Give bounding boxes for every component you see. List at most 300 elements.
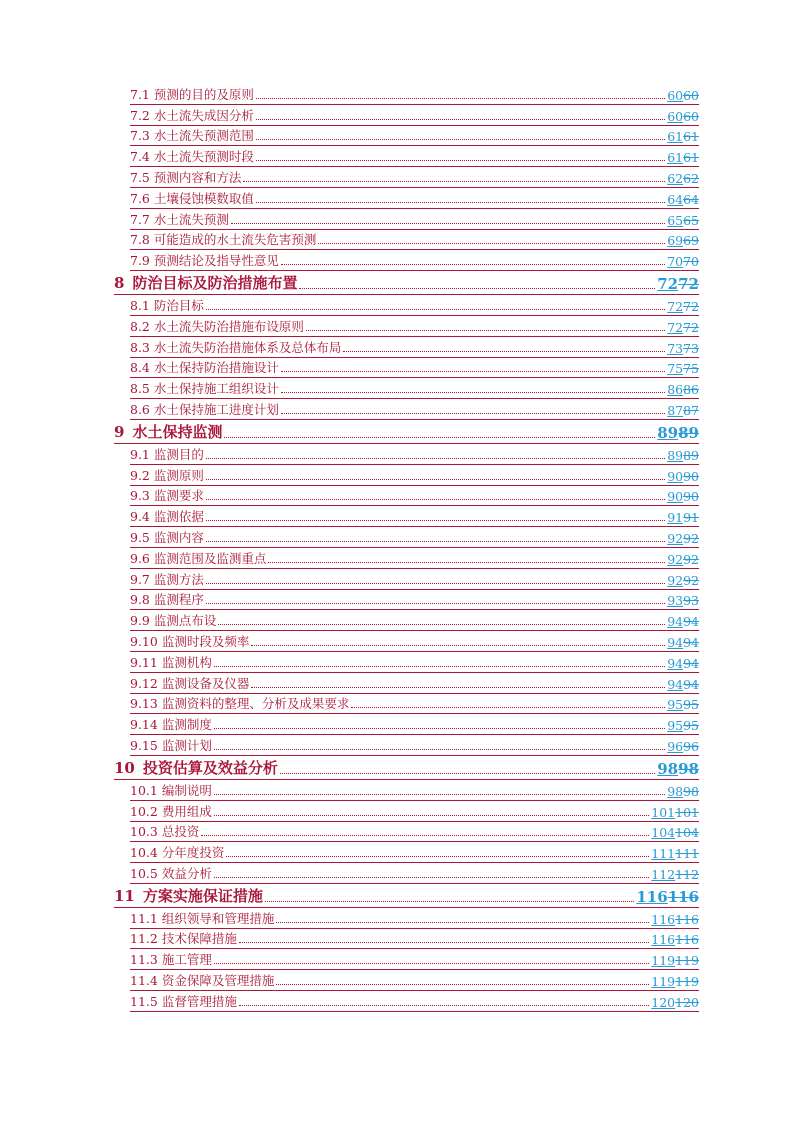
toc-section-entry[interactable] <box>130 908 699 929</box>
toc-section-entry[interactable] <box>130 506 699 527</box>
toc-entry-label <box>114 885 263 907</box>
toc-entry-page[interactable] <box>667 341 699 357</box>
toc-entry-number: 10 <box>114 758 135 777</box>
toc-entry-title: 监测时段及频率 <box>161 633 250 649</box>
page-number-deleted: 116 <box>675 911 699 927</box>
toc-entry-number: 8.4 <box>130 360 150 376</box>
toc-entry-number: 11.1 <box>130 910 158 926</box>
toc-section-entry[interactable] <box>130 714 699 735</box>
toc-entry-number: 8.1 <box>130 297 150 313</box>
toc-entry-number: 11.4 <box>130 973 158 989</box>
toc-entry-title: 预测的目的及原则 <box>153 86 254 102</box>
page-number-deleted: 64 <box>683 191 699 207</box>
toc-entry-page[interactable] <box>667 150 699 166</box>
toc-entry-page[interactable] <box>651 932 699 948</box>
dot-leader <box>214 877 649 878</box>
page-number-updated: 62 <box>667 170 684 186</box>
toc-entry-number: 9 <box>114 422 125 441</box>
toc-entry-label <box>130 147 254 166</box>
toc-entry-page[interactable] <box>651 953 699 969</box>
toc-entry-page[interactable] <box>667 635 699 651</box>
dot-leader <box>343 351 665 352</box>
page-number-deleted: 98 <box>678 759 699 778</box>
page-number-updated: 89 <box>667 447 684 463</box>
toc-section-entry[interactable] <box>130 316 699 337</box>
page-number-deleted: 93 <box>683 593 699 609</box>
page-number-updated: 69 <box>667 233 684 249</box>
toc-entry-label <box>114 421 222 443</box>
toc-entry-page[interactable] <box>667 784 699 800</box>
toc-entry-page[interactable] <box>667 510 699 526</box>
page-number-deleted: 70 <box>683 254 699 270</box>
toc-section-entry[interactable] <box>130 465 699 486</box>
toc-entry-title: 资金保障及管理措施 <box>161 973 275 989</box>
toc-section-entry[interactable] <box>130 146 699 167</box>
page-number-deleted: 87 <box>683 402 699 418</box>
dot-leader <box>256 202 665 203</box>
toc-entry-page[interactable] <box>667 448 699 464</box>
page-number-updated: 112 <box>651 866 676 882</box>
toc-entry-page[interactable] <box>667 593 699 609</box>
toc-section-entry[interactable] <box>130 399 699 420</box>
toc-entry-label <box>130 338 341 357</box>
toc-section-entry[interactable] <box>130 652 699 673</box>
toc-entry-title: 分年度投资 <box>161 845 225 861</box>
page-number-updated: 90 <box>667 489 684 505</box>
toc-entry-page[interactable] <box>667 233 699 249</box>
toc-section-entry[interactable] <box>130 863 699 884</box>
page-number-updated: 89 <box>657 423 679 442</box>
toc-entry-title: 监督管理措施 <box>161 993 237 1009</box>
toc-section-entry[interactable] <box>130 780 699 801</box>
toc-entry-page[interactable] <box>667 531 699 547</box>
toc-entry-number: 10.3 <box>130 824 158 840</box>
toc-entry-page[interactable] <box>667 469 699 485</box>
table-of-contents <box>0 84 794 1012</box>
page-number-deleted: 62 <box>683 170 699 186</box>
dot-leader <box>281 392 665 393</box>
toc-section-entry[interactable] <box>130 548 699 569</box>
toc-entry-number: 9.2 <box>130 467 150 483</box>
toc-entry-page[interactable] <box>636 888 699 907</box>
toc-entry-title: 总投资 <box>161 824 200 840</box>
toc-entry-number: 7.9 <box>130 253 150 269</box>
dot-leader <box>206 499 665 500</box>
toc-entry-label <box>130 528 204 547</box>
toc-entry-title: 水土流失预测 <box>153 211 229 227</box>
toc-entry-number: 9.7 <box>130 571 150 587</box>
toc-entry-title: 可能造成的水土流失危害预测 <box>153 232 317 248</box>
toc-entry-title: 编制说明 <box>161 782 212 798</box>
page-number-updated: 92 <box>667 530 684 546</box>
toc-entry-title: 投资估算及效益分析 <box>142 758 278 777</box>
page-number-updated: 86 <box>667 382 684 398</box>
toc-entry-page[interactable] <box>651 846 699 862</box>
toc-entry-number: 10.4 <box>130 845 158 861</box>
toc-entry-page[interactable] <box>667 129 699 145</box>
toc-entry-label <box>130 971 274 990</box>
toc-entry-title: 监测要求 <box>153 488 204 504</box>
toc-section-entry[interactable] <box>130 230 699 251</box>
toc-entry-number: 7.5 <box>130 169 150 185</box>
toc-section-entry[interactable] <box>130 527 699 548</box>
page-number-updated: 72 <box>657 275 679 294</box>
dot-leader <box>206 541 665 542</box>
toc-entry-label <box>130 781 212 800</box>
page-number-deleted: 119 <box>675 953 699 969</box>
page-number-updated: 65 <box>667 212 684 228</box>
page-number-updated: 104 <box>651 825 676 841</box>
toc-section-entry[interactable] <box>130 84 699 105</box>
page-number-deleted: 86 <box>683 382 699 398</box>
dot-leader <box>206 309 665 310</box>
toc-entry-number: 9.14 <box>130 717 158 733</box>
toc-entry-title: 水土流失预测范围 <box>153 128 254 144</box>
page-number-deleted: 75 <box>683 361 699 377</box>
page-number-deleted: 92 <box>683 530 699 546</box>
toc-section-entry[interactable] <box>130 209 699 230</box>
toc-entry-number: 9.5 <box>130 529 150 545</box>
toc-entry-label <box>114 272 297 294</box>
toc-entry-number: 9.1 <box>130 446 150 462</box>
toc-section-entry[interactable] <box>130 105 699 126</box>
page-number-deleted: 89 <box>678 423 699 442</box>
dot-leader <box>214 963 649 964</box>
page-number-deleted: 60 <box>683 87 699 103</box>
toc-entry-page[interactable] <box>667 254 699 270</box>
toc-entry-number: 9.6 <box>130 550 150 566</box>
toc-entry-label <box>130 251 279 270</box>
toc-entry-title: 预测内容和方法 <box>153 169 242 185</box>
dot-leader <box>214 728 665 729</box>
dot-leader <box>256 119 665 120</box>
toc-entry-title: 监测依据 <box>153 509 204 525</box>
dot-leader <box>214 815 649 816</box>
toc-entry-page[interactable] <box>667 382 699 398</box>
page-number-updated: 92 <box>667 551 684 567</box>
toc-entry-label <box>130 674 249 693</box>
dot-leader <box>256 160 665 161</box>
toc-entry-number: 9.13 <box>130 696 158 712</box>
page-number-updated: 116 <box>636 887 668 906</box>
toc-entry-label <box>130 189 254 208</box>
toc-entry-label <box>130 358 279 377</box>
page-number-updated: 91 <box>667 510 684 526</box>
toc-entry-number: 8.5 <box>130 381 150 397</box>
page-number-deleted: 72 <box>683 298 699 314</box>
toc-entry-label <box>130 296 204 315</box>
toc-section-entry[interactable] <box>130 126 699 147</box>
toc-entry-page[interactable] <box>657 760 699 779</box>
toc-entry-title: 防治目标及防治措施布置 <box>132 274 298 293</box>
toc-entry-title: 土壤侵蚀模数取值 <box>153 190 254 206</box>
toc-entry-label <box>130 653 212 672</box>
toc-entry-number: 7.2 <box>130 107 150 123</box>
dot-leader <box>276 922 649 923</box>
page-number-updated: 93 <box>667 593 684 609</box>
page-number-updated: 90 <box>667 468 684 484</box>
toc-entry-page[interactable] <box>651 912 699 928</box>
page-number-deleted: 92 <box>683 572 699 588</box>
toc-entry-page[interactable] <box>651 825 699 841</box>
toc-entry-title: 水土保持监测 <box>132 422 223 441</box>
dot-leader <box>351 707 665 708</box>
toc-entry-label <box>130 715 212 734</box>
toc-entry-label <box>130 570 204 589</box>
toc-entry-label <box>130 507 204 526</box>
toc-entry-title: 水土保持防治措施设计 <box>153 360 279 376</box>
dot-leader <box>243 181 665 182</box>
toc-entry-label <box>130 590 204 609</box>
toc-entry-label <box>130 466 204 485</box>
toc-entry-page[interactable] <box>667 573 699 589</box>
toc-entry-label <box>130 168 241 187</box>
toc-entry-page[interactable] <box>667 361 699 377</box>
toc-entry-page[interactable] <box>667 677 699 693</box>
toc-entry-label <box>130 400 279 419</box>
toc-chapter-entry[interactable] <box>114 273 699 295</box>
toc-section-entry[interactable] <box>130 569 699 590</box>
toc-entry-page[interactable] <box>667 192 699 208</box>
toc-entry-number: 11.2 <box>130 931 158 947</box>
page-number-updated: 92 <box>667 572 684 588</box>
toc-entry-label <box>130 126 254 145</box>
page-number-updated: 96 <box>667 738 684 754</box>
toc-entry-number: 7.6 <box>130 190 150 206</box>
toc-section-entry[interactable] <box>130 694 699 715</box>
dot-leader <box>226 856 649 857</box>
toc-entry-title: 监测资料的整理、分析及成果要求 <box>161 696 350 712</box>
dot-leader <box>251 645 665 646</box>
toc-entry-title: 监测范围及监测重点 <box>153 550 267 566</box>
toc-section-entry[interactable] <box>130 949 699 970</box>
toc-entry-title: 费用组成 <box>161 803 212 819</box>
toc-entry-title: 技术保障措施 <box>161 931 237 947</box>
page-number-deleted: 92 <box>683 551 699 567</box>
toc-entry-number: 9.10 <box>130 633 158 649</box>
page-number-deleted: 94 <box>683 634 699 650</box>
page-number-deleted: 61 <box>683 129 699 145</box>
toc-entry-page[interactable] <box>667 109 699 125</box>
page-number-deleted: 101 <box>675 804 699 820</box>
toc-entry-page[interactable] <box>667 320 699 336</box>
toc-section-entry[interactable] <box>130 167 699 188</box>
toc-entry-page[interactable] <box>667 656 699 672</box>
toc-entry-title: 水土保持施工进度计划 <box>153 401 279 417</box>
toc-entry-label <box>130 736 212 755</box>
toc-entry-label <box>130 992 237 1011</box>
toc-entry-label <box>130 632 249 651</box>
toc-entry-title: 方案实施保证措施 <box>142 886 263 905</box>
page-number-updated: 116 <box>651 911 676 927</box>
toc-section-entry[interactable] <box>130 735 699 756</box>
toc-entry-number: 7.1 <box>130 86 150 102</box>
toc-entry-page[interactable] <box>667 299 699 315</box>
toc-entry-title: 监测原则 <box>153 467 204 483</box>
page-number-deleted: 61 <box>683 150 699 166</box>
toc-section-entry[interactable] <box>130 590 699 611</box>
page-number-deleted: 90 <box>683 468 699 484</box>
dot-leader <box>280 773 655 774</box>
page-number-updated: 94 <box>667 676 684 692</box>
toc-section-entry[interactable] <box>130 991 699 1012</box>
toc-entry-label <box>130 950 212 969</box>
page-number-updated: 98 <box>657 759 679 778</box>
toc-section-entry[interactable] <box>130 250 699 271</box>
page-number-updated: 120 <box>651 994 676 1010</box>
toc-entry-page[interactable] <box>651 974 699 990</box>
toc-entry-number: 9.9 <box>130 613 150 629</box>
toc-entry-label <box>130 486 204 505</box>
toc-entry-page[interactable] <box>667 552 699 568</box>
dot-leader <box>239 1005 649 1006</box>
page-number-deleted: 94 <box>683 676 699 692</box>
page-number-updated: 119 <box>651 974 676 990</box>
toc-entry-title: 预测结论及指导性意见 <box>153 253 279 269</box>
toc-section-entry[interactable] <box>130 801 699 822</box>
toc-entry-number: 9.3 <box>130 488 150 504</box>
toc-entry-page[interactable] <box>667 489 699 505</box>
toc-entry-label <box>130 549 266 568</box>
page-number-updated: 94 <box>667 634 684 650</box>
page-number-deleted: 90 <box>683 489 699 505</box>
toc-section-entry[interactable] <box>130 822 699 843</box>
page-number-updated: 60 <box>667 108 684 124</box>
toc-entry-page[interactable] <box>667 718 699 734</box>
page-number-updated: 61 <box>667 150 684 166</box>
page-number-deleted: 104 <box>675 825 699 841</box>
toc-section-entry[interactable] <box>130 970 699 991</box>
toc-section-entry[interactable] <box>130 444 699 465</box>
toc-entry-label <box>130 611 216 630</box>
toc-entry-page[interactable] <box>667 171 699 187</box>
dot-leader <box>281 371 665 372</box>
dot-leader <box>214 794 665 795</box>
toc-entry-number: 10.2 <box>130 803 158 819</box>
dot-leader <box>214 749 665 750</box>
dot-leader <box>239 942 649 943</box>
page-number-deleted: 120 <box>675 994 699 1010</box>
toc-entry-title: 水土流失防治措施体系及总体布局 <box>153 339 342 355</box>
toc-entry-number: 11.5 <box>130 993 158 1009</box>
dot-leader <box>206 603 665 604</box>
dot-leader <box>256 98 665 99</box>
toc-entry-label <box>130 909 274 928</box>
toc-chapter-entry[interactable] <box>114 422 699 444</box>
dot-leader <box>256 139 665 140</box>
toc-section-entry[interactable] <box>130 610 699 631</box>
toc-entry-page[interactable] <box>667 403 699 419</box>
toc-entry-number: 7.8 <box>130 232 150 248</box>
page-number-deleted: 94 <box>683 614 699 630</box>
toc-entry-label <box>114 757 278 779</box>
dot-leader <box>218 624 665 625</box>
toc-entry-label <box>130 929 237 948</box>
toc-entry-page[interactable] <box>657 275 699 294</box>
page-number-updated: 75 <box>667 361 684 377</box>
toc-section-entry[interactable] <box>130 295 699 316</box>
page-number-updated: 61 <box>667 129 684 145</box>
toc-section-entry[interactable] <box>130 378 699 399</box>
toc-entry-page[interactable] <box>651 805 699 821</box>
dot-leader <box>231 223 665 224</box>
dot-leader <box>206 479 665 480</box>
toc-section-entry[interactable] <box>130 188 699 209</box>
toc-chapter-entry[interactable] <box>114 886 699 908</box>
toc-entry-label <box>130 843 224 862</box>
toc-entry-number: 8.2 <box>130 318 150 334</box>
toc-entry-number: 9.4 <box>130 509 150 525</box>
toc-entry-title: 监测制度 <box>161 717 212 733</box>
page-number-deleted: 95 <box>683 718 699 734</box>
dot-leader <box>201 835 649 836</box>
toc-chapter-entry[interactable] <box>114 758 699 780</box>
toc-entry-title: 监测目的 <box>153 446 204 462</box>
toc-section-entry[interactable] <box>130 929 699 950</box>
toc-entry-title: 水土流失预测时段 <box>153 149 254 165</box>
toc-section-entry[interactable] <box>130 486 699 507</box>
toc-entry-page[interactable] <box>657 424 699 443</box>
toc-entry-title: 监测机构 <box>161 654 212 670</box>
toc-entry-page[interactable] <box>667 88 699 104</box>
toc-section-entry[interactable] <box>130 337 699 358</box>
page-number-deleted: 94 <box>683 655 699 671</box>
toc-entry-number: 11 <box>114 886 135 905</box>
page-number-updated: 60 <box>667 87 684 103</box>
toc-entry-number: 9.15 <box>130 737 158 753</box>
toc-entry-label <box>130 864 212 883</box>
toc-entry-title: 监测计划 <box>161 737 212 753</box>
toc-entry-page[interactable] <box>667 213 699 229</box>
dot-leader <box>299 288 655 289</box>
toc-section-entry[interactable] <box>130 631 699 652</box>
toc-entry-title: 水土保持施工组织设计 <box>153 381 279 397</box>
toc-entry-title: 防治目标 <box>153 297 204 313</box>
toc-entry-number: 7.7 <box>130 211 150 227</box>
toc-entry-page[interactable] <box>667 739 699 755</box>
toc-entry-number: 8 <box>114 274 125 293</box>
page-number-updated: 94 <box>667 655 684 671</box>
toc-entry-title: 监测点布设 <box>153 613 217 629</box>
toc-entry-label <box>130 379 279 398</box>
toc-entry-number: 7.4 <box>130 149 150 165</box>
page-number-deleted: 91 <box>683 510 699 526</box>
toc-entry-label <box>130 85 254 104</box>
dot-leader <box>306 330 665 331</box>
toc-entry-number: 10.5 <box>130 865 158 881</box>
dot-leader <box>206 458 665 459</box>
page-number-deleted: 60 <box>683 108 699 124</box>
page-number-deleted: 96 <box>683 738 699 754</box>
toc-entry-page[interactable] <box>651 995 699 1011</box>
page-number-deleted: 72 <box>678 275 699 294</box>
toc-entry-page[interactable] <box>667 614 699 630</box>
toc-section-entry[interactable] <box>130 358 699 379</box>
toc-entry-page[interactable] <box>651 867 699 883</box>
toc-section-entry[interactable] <box>130 842 699 863</box>
page-number-updated: 116 <box>651 932 676 948</box>
toc-entry-page[interactable] <box>667 697 699 713</box>
toc-entry-number: 9.11 <box>130 654 158 670</box>
toc-section-entry[interactable] <box>130 673 699 694</box>
dot-leader <box>224 437 655 438</box>
page-number-updated: 72 <box>667 319 684 335</box>
toc-entry-title: 施工管理 <box>161 952 212 968</box>
dot-leader <box>206 583 665 584</box>
page-number-deleted: 116 <box>667 887 699 906</box>
page-number-updated: 94 <box>667 614 684 630</box>
toc-entry-title: 水土流失防治措施布设原则 <box>153 318 304 334</box>
